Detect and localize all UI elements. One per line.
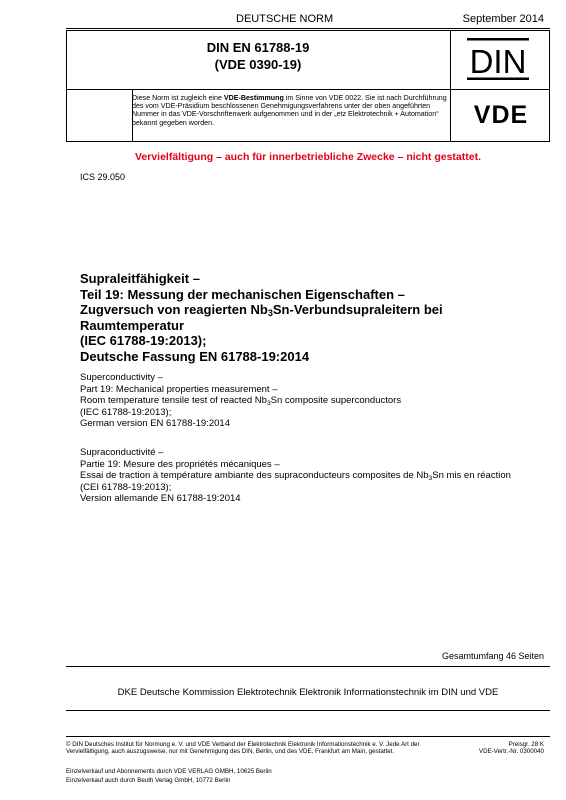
- total-pages: Gesamtumfang 46 Seiten: [441, 651, 544, 661]
- sales-info-beuth: Einzelverkauf auch durch Beuth Verlag GmbH, 10772 Berlin: [66, 777, 231, 784]
- order-number: VDE-Vertr.-Nr. 0300040: [479, 748, 544, 756]
- dke-committee: DKE Deutsche Kommission Elektrotechnik Elektronik Informationstechnik im DIN und VDE: [117, 687, 499, 698]
- title-english: Superconductivity – Part 19: Mechanical properties measurement – Room temperature tensile test of reacted $Nb_3Sn$ composite superconductors (IEC 61788-19:2013); German version EN 61788-19:2014: [80, 372, 402, 429]
- price-info: [479, 741, 544, 756]
- din-logo-text: DIN: [469, 43, 527, 80]
- title-german: Supraleitfähigkeit – Teil 19: Messung der mechanischen Eigenschaften – Zugversuch von reagierten $Nb_3Sn$-Verbundsupraleitern bei Raumtemperatur (IEC 61788-19:2013); Deutsche Fassung EN 61788-19:2014: [80, 271, 443, 364]
- publication-date: September 2014: [462, 13, 544, 25]
- vde-logo-text: VDE: [473, 101, 529, 128]
- vde-logo: [456, 100, 546, 133]
- document-type-label: DEUTSCHE NORM: [236, 13, 334, 25]
- standard-number: DIN EN 61788-19: [206, 40, 310, 55]
- pages-rule: [66, 666, 550, 667]
- ics-code: ICS 29.050: [80, 172, 126, 182]
- vde-notice: Diese Norm ist zugleich eine VDE-Bestimmung im Sinne von VDE 0022. Sie ist nach Durchführung des vom VDE-Präsidium beschlossenen Genehmigungsverfahrens unter der oben angeführten Nummer in das VDE-Vorschriftenwerk aufgenommen und in der „etz Elektrotechnik + Automation“ bekannt gegeben worden.: [132, 94, 447, 127]
- reproduction-warning: Vervielfältigung – auch für innerbetriebliche Zwecke – nicht gestattet.: [134, 151, 481, 163]
- footer-rule: [66, 736, 550, 737]
- dke-rule: [66, 710, 550, 711]
- header-rule: [66, 28, 550, 29]
- title-french: Supraconductivité – Partie 19: Mesure des propriétés mécaniques – Essai de traction à température ambiante des supraconducteurs composites de $Nb_3Sn$ mis en réaction (CEI 61788-19:2013); Version allemande EN 61788-19:2014: [80, 447, 511, 504]
- din-logo: [466, 37, 530, 86]
- box-divider-horizontal: [66, 89, 550, 90]
- copyright-notice: © DIN Deutsches Institut für Normung e. V. und VDE Verband der Elektrotechnik Elektronik Informationstechnik e. V. Jede Art der Vervielfältigung, auch auszugsweise, nur mit Genehmigung des DIN, Berlin, und des VDE, Frankfurt am Main, gestattet.: [66, 741, 420, 756]
- sales-info-vde: Einzelverkauf und Abonnements durch VDE VERLAG GMBH, 10625 Berlin: [66, 768, 272, 775]
- price-group: Preisgr. 28 K: [508, 741, 544, 748]
- vde-number: (VDE 0390-19): [214, 57, 302, 72]
- box-divider-vertical: [450, 30, 451, 142]
